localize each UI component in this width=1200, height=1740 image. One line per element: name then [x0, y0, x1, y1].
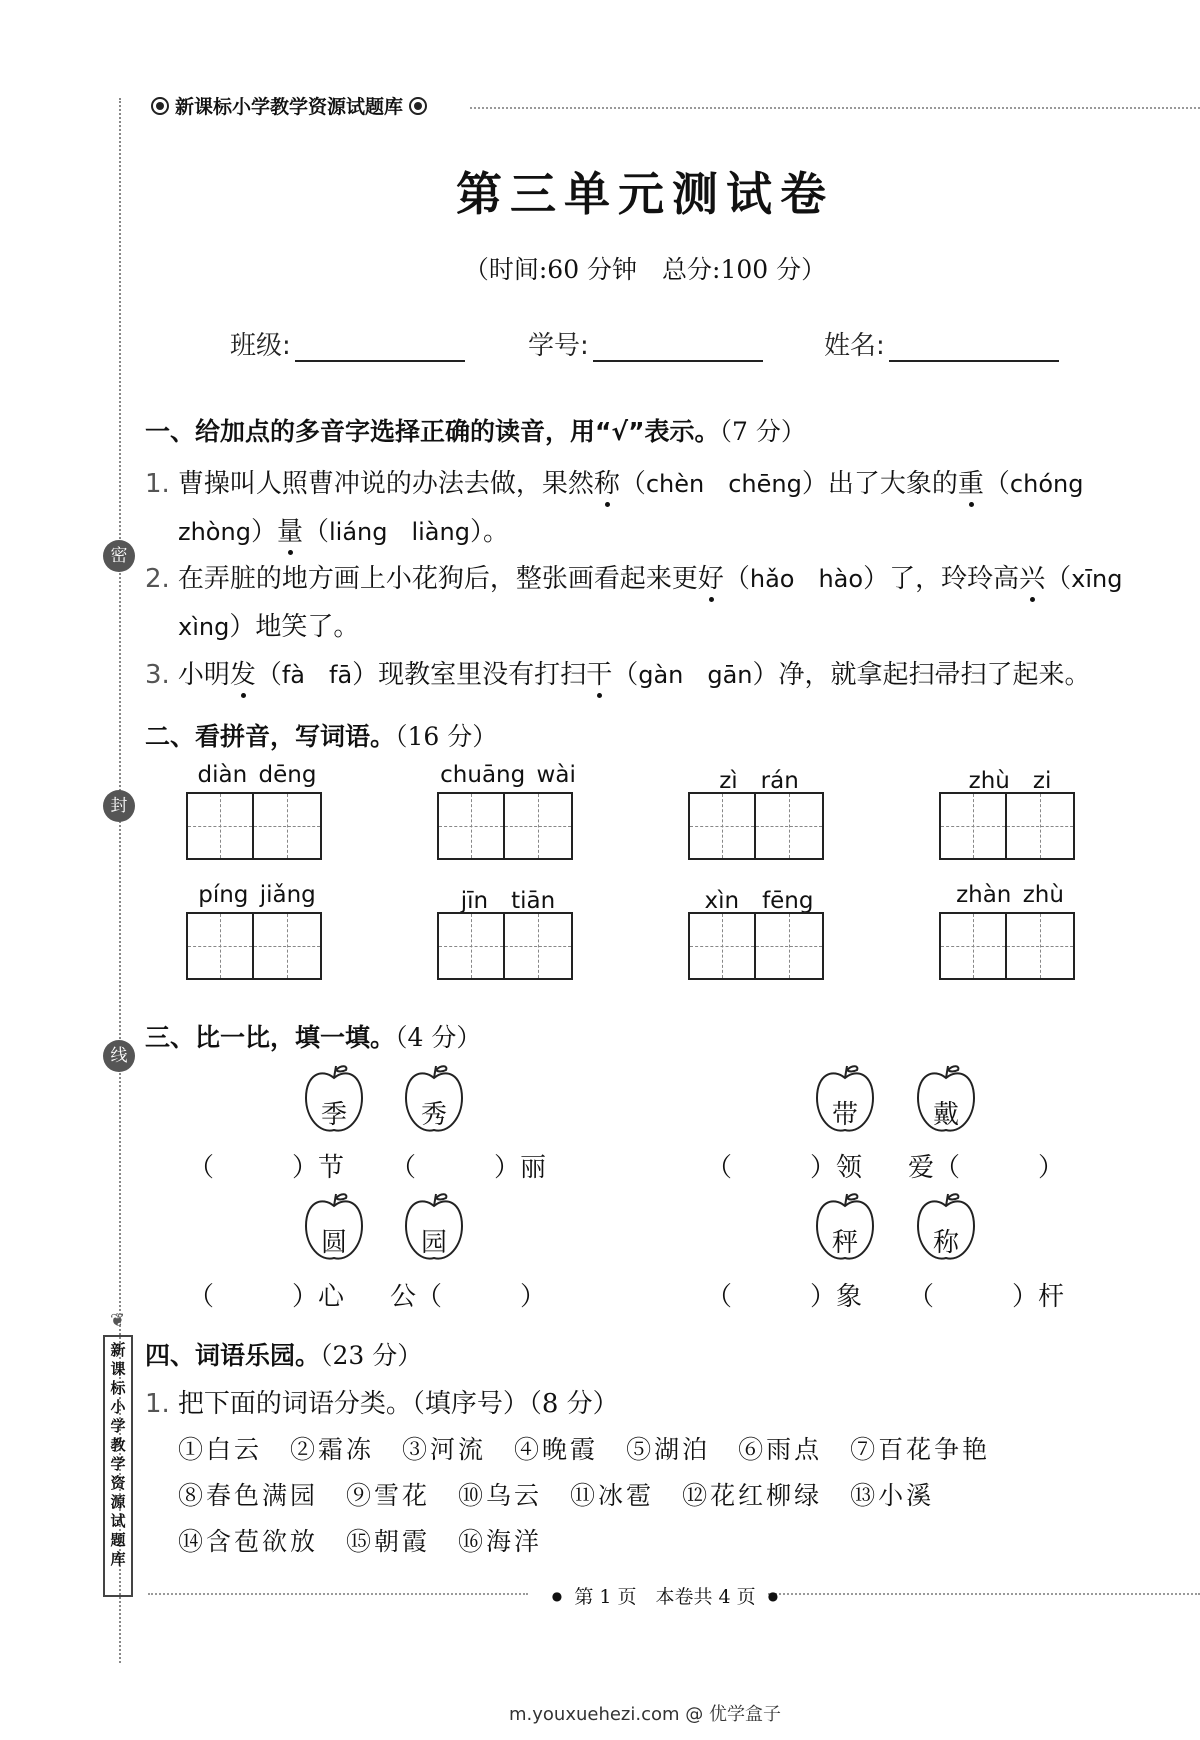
fill-blank[interactable]: （ ）象 — [706, 1282, 863, 1312]
write-cell[interactable] — [939, 912, 1007, 980]
s1-q2-line1: 2. 在弄脏的地方画上小花狗后，整张画看起来更好（hǎo hào）了，玲玲高兴（xīng — [145, 558, 1122, 595]
seal-feng: 封 — [103, 790, 135, 822]
word-option: ⑩乌云 — [458, 1481, 543, 1510]
write-cell[interactable] — [1007, 912, 1075, 980]
write-cell[interactable] — [756, 792, 824, 860]
exam-time-score: （时间:60 分钟 总分:100 分） — [463, 255, 827, 284]
pinyin-group — [186, 762, 328, 860]
write-cell[interactable] — [505, 792, 573, 860]
fill-blank[interactable]: 公（ ） — [390, 1282, 547, 1312]
fill-blank[interactable]: （ ）心 — [188, 1282, 345, 1312]
write-cell[interactable] — [688, 792, 756, 860]
write-cell[interactable] — [688, 912, 756, 980]
section1-title: 一、给加点的多音字选择正确的读音，用“√”表示。（7 分） — [145, 417, 806, 446]
word-list-row2 — [178, 1476, 962, 1512]
class-blank[interactable] — [295, 332, 465, 362]
apple-char: 秤 — [831, 1228, 858, 1258]
apple-icon — [302, 1190, 366, 1270]
fill-blank[interactable]: （ ）杆 — [908, 1282, 1065, 1312]
page-title: 第三单元测试卷 — [456, 167, 834, 221]
apple-icon — [302, 1062, 366, 1142]
write-cell[interactable] — [254, 912, 322, 980]
name-blank[interactable] — [889, 332, 1059, 362]
pinyin-group — [688, 882, 830, 980]
dot-char: 兴 — [1019, 558, 1045, 595]
s4-q1: 1. 把下面的词语分类。（填序号）（8 分） — [145, 1389, 619, 1419]
word-option: ⑫花红柳绿 — [682, 1481, 823, 1510]
word-option: ⑮朝霞 — [346, 1527, 431, 1556]
bullet-icon — [151, 97, 169, 115]
pinyin-label: chuāng wài — [440, 762, 576, 788]
fill-blank[interactable]: （ ）领 — [706, 1153, 863, 1183]
pinyin-label: zì rán — [719, 768, 799, 794]
pinyin-label: píng jiǎng — [198, 882, 316, 908]
word-option: ⑧春色满园 — [178, 1481, 319, 1510]
s1-q3-line: 3. 小明发（fà fā）现教室里没有打扫干（gàn gān）净，就拿起扫帚扫了起来。 — [145, 654, 1091, 691]
pinyin-label: diàn dēng — [197, 762, 317, 788]
dot-char: 重 — [958, 463, 984, 500]
word-option: ⑨雪花 — [346, 1481, 431, 1510]
number-blank[interactable] — [593, 332, 763, 362]
write-cell[interactable] — [437, 912, 505, 980]
fill-blank[interactable]: 爱（ ） — [908, 1153, 1065, 1183]
pinyin-group — [437, 882, 579, 980]
apple-char: 季 — [320, 1100, 347, 1130]
apple-char: 园 — [420, 1228, 447, 1258]
section2-title: 二、看拼音，写词语。（16 分） — [145, 722, 498, 751]
s1-q2-line2: xìng）地笑了。 — [178, 612, 360, 642]
watermark: m.youxuehezi.com @ 优学盒子 — [508, 1704, 781, 1725]
apple-char: 带 — [831, 1100, 858, 1130]
pinyin-label: zhàn zhù — [956, 882, 1064, 908]
word-option: ⑦百花争艳 — [850, 1435, 991, 1464]
s1-q1-line2: zhòng）量（liáng liàng）。 — [178, 511, 509, 548]
pinyin-group — [688, 762, 830, 860]
word-option: ③河流 — [402, 1435, 487, 1464]
write-cell[interactable] — [437, 792, 505, 860]
word-option: ④晚霞 — [514, 1435, 599, 1464]
pinyin-label: jīn tiān — [460, 888, 556, 914]
apple-char: 圆 — [320, 1228, 347, 1258]
pinyin-group — [186, 882, 328, 980]
pinyin-label: zhù zi — [968, 768, 1052, 794]
word-option: ⑪冰雹 — [570, 1481, 655, 1510]
pinyin-group — [939, 882, 1081, 980]
apple-char: 秀 — [420, 1100, 447, 1130]
pinyin-group — [437, 762, 579, 860]
word-option: ⑭含苞欲放 — [178, 1527, 319, 1556]
section4-title: 四、词语乐园。（23 分） — [145, 1341, 423, 1370]
word-list-row1 — [178, 1430, 1018, 1466]
bullet-icon — [409, 97, 427, 115]
apple-icon — [813, 1062, 877, 1142]
apple-icon — [914, 1190, 978, 1270]
dot-char: 量 — [277, 511, 303, 548]
side-label: 新课标小学教学资源试题库 — [103, 1335, 133, 1597]
apple-icon — [914, 1062, 978, 1142]
fill-blank[interactable]: （ ）节 — [188, 1153, 345, 1183]
apple-icon — [813, 1190, 877, 1270]
page-number: 第 1 页 本卷共 4 页 — [574, 1586, 756, 1608]
page-footer: ● 第 1 页 本卷共 4 页 ● — [551, 1586, 779, 1608]
word-option: ⑬小溪 — [850, 1481, 935, 1510]
apple-char: 称 — [932, 1228, 959, 1258]
header-text: 新课标小学教学资源试题库 — [175, 96, 404, 118]
seal-xian: 线 — [103, 1040, 135, 1072]
dot-char: 发 — [230, 654, 256, 691]
pinyin-label: xìn fēng — [704, 888, 814, 914]
word-option: ⑯海洋 — [458, 1527, 543, 1556]
write-cell[interactable] — [186, 792, 254, 860]
seal-mi: 密 — [103, 540, 135, 572]
write-cell[interactable] — [1007, 792, 1075, 860]
apple-icon — [402, 1190, 466, 1270]
number-field[interactable]: 学号: — [528, 325, 763, 362]
write-cell[interactable] — [939, 792, 1007, 860]
write-cell[interactable] — [505, 912, 573, 980]
dot-char: 称 — [594, 463, 620, 500]
write-cell[interactable] — [756, 912, 824, 980]
dot-char: 好 — [698, 558, 724, 595]
s1-q1-line1: 1. 曹操叫人照曹冲说的办法去做，果然称（chèn chēng）出了大象的重（chóng — [145, 463, 1083, 500]
word-option: ⑥雨点 — [738, 1435, 823, 1464]
word-option: ①白云 — [178, 1435, 263, 1464]
write-cell[interactable] — [254, 792, 322, 860]
header-dotted-rule — [470, 107, 1200, 109]
fill-blank[interactable]: （ ）丽 — [390, 1153, 547, 1183]
name-field[interactable]: 姓名: — [824, 325, 1059, 362]
dot-char: 干 — [586, 654, 612, 691]
class-field[interactable]: 班级: — [230, 325, 465, 362]
word-option: ②霜冻 — [290, 1435, 375, 1464]
header — [145, 92, 433, 119]
write-cell[interactable] — [186, 912, 254, 980]
flower-icon: ❦ — [110, 1310, 126, 1331]
word-list-row3 — [178, 1522, 570, 1558]
apple-char: 戴 — [932, 1100, 959, 1130]
word-option: ⑤湖泊 — [626, 1435, 711, 1464]
section3-title: 三、比一比，填一填。（4 分） — [145, 1023, 482, 1052]
pinyin-group — [939, 762, 1081, 860]
apple-icon — [402, 1062, 466, 1142]
